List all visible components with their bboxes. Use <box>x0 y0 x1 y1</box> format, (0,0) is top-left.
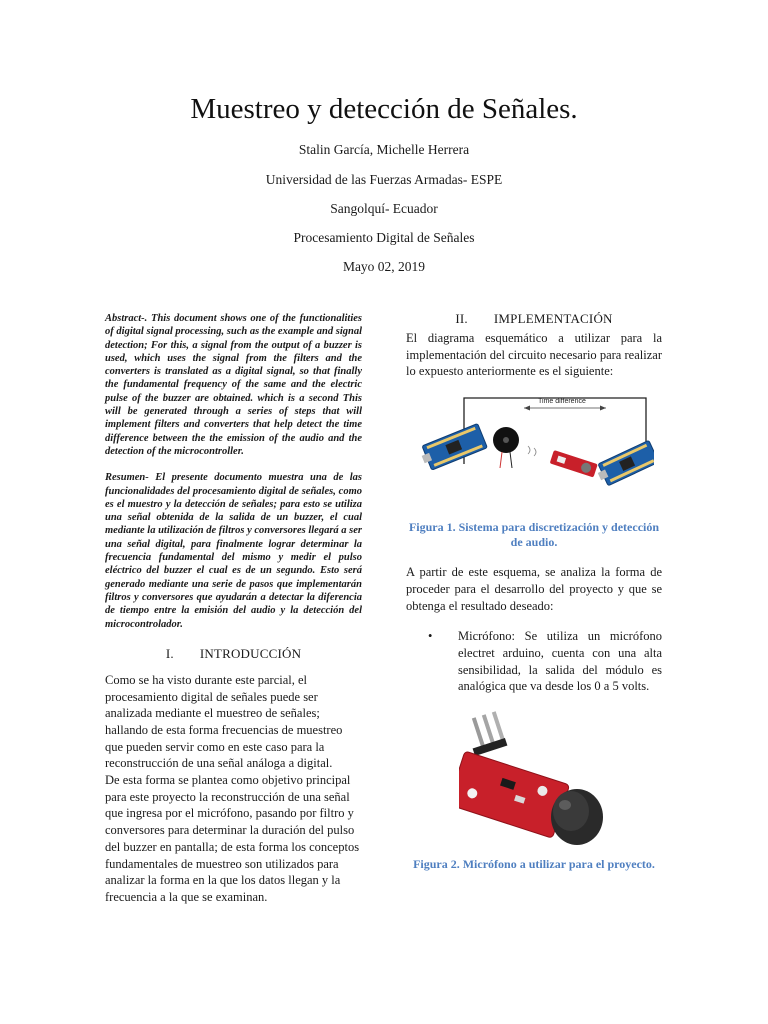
section-title: IMPLEMENTACIÓN <box>493 311 613 326</box>
right-column <box>406 311 662 872</box>
authors: Stalin García, Michelle Herrera <box>298 142 470 157</box>
microphone-illustration <box>459 711 609 851</box>
electret-capsule <box>551 789 603 845</box>
section-heading-implementacion <box>406 311 662 327</box>
arduino-board-right <box>594 440 654 487</box>
section-number: I. <box>165 645 174 661</box>
figure-1-caption: Figura 1. Sistema para discretización y detección de audio. <box>408 520 660 550</box>
list-item <box>406 628 662 695</box>
intro-paragraph-2: De esta forma se plantea como objetivo principal para este proyecto la reconstrucción de una señal que ingresa por el micrófono, pasando por filtro y conversores para determinar la duración del pulso del buzzer en pantalla; de esta forma los conceptos fundamentales de muestreo son utilizados para analizar la forma en la que los datos llegan y la frecuencia a la que se examinan. <box>105 773 360 904</box>
microphone-module <box>550 450 598 478</box>
implementation-paragraph-1: El diagrama esquemático a utilizar para la implementación del circuito necesario para realizar lo expuesto anteriormente es el siguiente: <box>406 331 662 379</box>
abstract-spanish: Resumen- El presente documento muestra una de las funcionalidades del procesamiento digital de señales, como es el muestro y la detección de señales; para esto se utiliza una señal obtenida de la salida de un buzzer, el cual mediante la utilización de filtros y conversores llegará a ser una señal digital, para finalmente lograr determinar la frecuencia fundamental del mismo y medir el pulso eléctrico del buzzer el cual es de un segundo. Esto será generado mediante una serie de pasos que implementarán filtros y conversores que ayudarán a detectar la diferencia de tiempo entre la emisión del audio y la detección del microcontrolador. <box>105 472 362 630</box>
course-name: Procesamiento Digital de Señales <box>293 230 475 245</box>
figure-1-circuit-diagram <box>414 394 654 504</box>
figure-2-caption: Figura 2. Micrófono a utilizar para el proyecto. <box>413 857 655 872</box>
section-title: INTRODUCCIÓN <box>199 645 302 661</box>
paper-date: Mayo 02, 2019 <box>342 259 426 274</box>
figure-2-microphone-photo <box>459 711 609 851</box>
abstract-english: Abstract-. This document shows one of the functionalities of digital signal processing, such as the example and signal detection; For this, a signal from the output of a buzzer is used, which uses the signal from the filters and the converters is translated as a digital signal, so that finally the fundamental frequency of the same and the electric pulse of the buzzer are obtained. which is a second This will be generated through a series of steps that will implement filters and converters that help detect the time difference between the the emission of the audio and the detection of the microcontroller. <box>105 313 362 457</box>
bullet-marker: • <box>428 629 433 644</box>
implementation-paragraph-2: A partir de este esquema, se analiza la forma de proceder para el desarrollo del proyecto y que se obtenga el resultado deseado: <box>406 565 662 613</box>
left-column <box>105 312 362 906</box>
time-difference-label: Time difference <box>538 398 586 406</box>
bullet-text-microfono: Micrófono: Se utiliza un micrófono electret arduino, cuenta con una alta sensibilidad, la salida del módulo es analógica que va desde los 0 a 5 volts. <box>458 629 662 694</box>
affiliation-location: Sangolquí- Ecuador <box>330 201 438 216</box>
section-number: II. <box>455 311 468 326</box>
arduino-board-left <box>418 424 487 472</box>
paper-title: Muestreo y detección de Señales. <box>190 93 578 125</box>
circuit-illustration <box>414 394 654 504</box>
header-pins <box>472 711 508 756</box>
section-heading-introduccion <box>105 646 362 662</box>
intro-paragraph-1: Como se ha visto durante este parcial, el procesamiento digital de señales puede ser analizada mediante el muestreo de señales; hallando de esta forma frecuencias de muestreo que pueden servir como en este caso para la reconstrucción de una señal análoga a digital. <box>105 672 343 771</box>
affiliation-university: Universidad de las Fuerzas Armadas- ESPE <box>265 172 503 187</box>
